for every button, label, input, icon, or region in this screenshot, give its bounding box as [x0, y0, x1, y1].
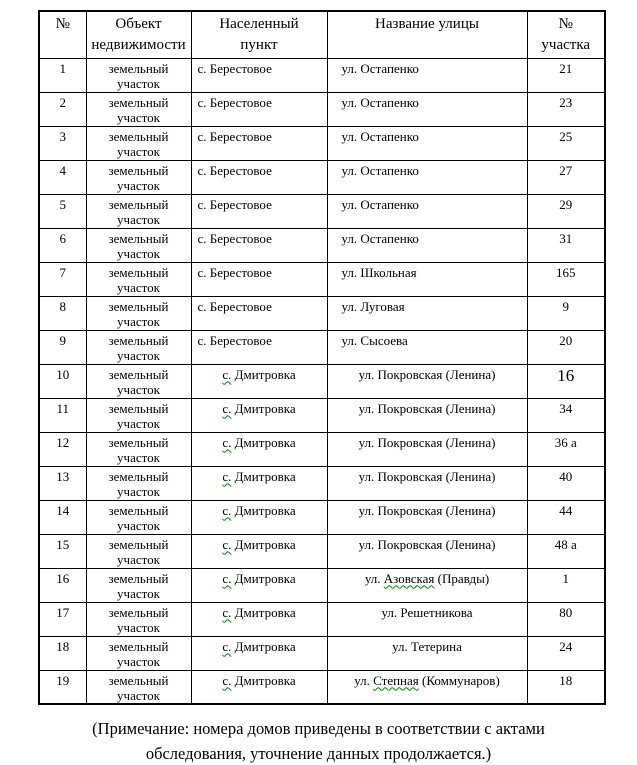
cell-text: Дмитровка: [231, 536, 296, 552]
cell-plot-number: 9: [527, 296, 605, 330]
cell-object: земельный участок: [86, 160, 191, 194]
cell-plot-number: 36 а: [527, 432, 605, 466]
cell-text: с. Берестовое: [197, 196, 272, 212]
cell-row-number: 10: [39, 364, 86, 398]
cell-text: с. Берестовое: [197, 128, 272, 144]
table-row: [39, 296, 605, 330]
table-row: [39, 126, 605, 160]
cell-text: ул. Решетникова: [381, 604, 473, 620]
cell-row-number: 9: [39, 330, 86, 364]
cell-text: Дмитровка: [231, 434, 296, 450]
cell-text: ул. Остапенко: [341, 230, 419, 246]
cell-text: Дмитровка: [231, 468, 296, 484]
table-row: [39, 432, 605, 466]
column-header-settlement: [191, 11, 327, 58]
cell-street: [327, 364, 527, 398]
cell-street: [327, 296, 527, 330]
cell-settlement: [191, 330, 327, 364]
cell-street: [327, 262, 527, 296]
cell-settlement: [191, 126, 327, 160]
cell-street: [327, 58, 527, 92]
cell-object: земельный участок: [86, 126, 191, 160]
cell-plot-number: 40: [527, 466, 605, 500]
cell-object: земельный участок: [86, 466, 191, 500]
spellcheck-underlined-text: с.: [222, 468, 232, 484]
cell-object: земельный участок: [86, 670, 191, 704]
column-header-line: участка: [541, 37, 591, 53]
cell-object: земельный участок: [86, 398, 191, 432]
cell-text: с. Берестовое: [197, 94, 272, 110]
cell-text: с. Берестовое: [197, 162, 272, 178]
cell-text: ул. Покровская (Ленина): [358, 434, 496, 450]
cell-settlement: [191, 296, 327, 330]
cell-text: Дмитровка: [231, 570, 296, 586]
spellcheck-underlined-text: с.: [222, 570, 232, 586]
column-header-line: №: [55, 16, 70, 32]
cell-object: земельный участок: [86, 92, 191, 126]
column-header-line: Населенный: [219, 16, 299, 32]
table-row: [39, 58, 605, 92]
cell-settlement: [191, 398, 327, 432]
cell-text: ул. Сысоева: [341, 332, 408, 348]
cell-row-number: 8: [39, 296, 86, 330]
cell-settlement: [191, 670, 327, 704]
header-row: [39, 11, 605, 58]
cell-text: ул. Остапенко: [341, 162, 419, 178]
table-row: [39, 330, 605, 364]
column-header-object: [86, 11, 191, 58]
cell-row-number: 13: [39, 466, 86, 500]
cell-plot-number: 16: [527, 364, 605, 398]
table-header: [39, 11, 605, 58]
cell-text: с. Берестовое: [197, 264, 272, 280]
cell-text: ул. Остапенко: [341, 128, 419, 144]
cell-row-number: 2: [39, 92, 86, 126]
cell-text: ул. Тетерина: [392, 638, 462, 654]
table-row: [39, 228, 605, 262]
cell-object: земельный участок: [86, 58, 191, 92]
cell-plot-number: 80: [527, 602, 605, 636]
table-row: [39, 262, 605, 296]
cell-row-number: 11: [39, 398, 86, 432]
cell-text: с. Берестовое: [197, 298, 272, 314]
cell-settlement: [191, 160, 327, 194]
spellcheck-underlined-text: с.: [222, 604, 232, 620]
spellcheck-underlined-text: с.: [222, 502, 232, 518]
cell-text: ул. Остапенко: [341, 196, 419, 212]
spellcheck-underlined-text: Азовская: [383, 570, 435, 586]
cell-object: земельный участок: [86, 534, 191, 568]
cell-settlement: [191, 262, 327, 296]
table-row: [39, 160, 605, 194]
table-row: [39, 364, 605, 398]
cell-object: земельный участок: [86, 636, 191, 670]
cell-row-number: 12: [39, 432, 86, 466]
spellcheck-underlined-text: с.: [222, 400, 232, 416]
cell-row-number: 18: [39, 636, 86, 670]
cell-plot-number: 165: [527, 262, 605, 296]
spellcheck-underlined-text: Степная: [373, 672, 419, 688]
cell-plot-number: 25: [527, 126, 605, 160]
cell-settlement: [191, 466, 327, 500]
cell-text: ул. Остапенко: [341, 94, 419, 110]
cell-settlement: [191, 568, 327, 602]
cell-street: [327, 500, 527, 534]
spellcheck-underlined-text: с.: [222, 638, 232, 654]
cell-settlement: [191, 534, 327, 568]
column-header-line: Объект: [115, 16, 162, 32]
cell-object: земельный участок: [86, 432, 191, 466]
column-header-plot-number: [527, 11, 605, 58]
cell-row-number: 17: [39, 602, 86, 636]
cell-plot-number: 20: [527, 330, 605, 364]
cell-plot-number: 24: [527, 636, 605, 670]
cell-street: [327, 330, 527, 364]
cell-row-number: 15: [39, 534, 86, 568]
cell-object: земельный участок: [86, 364, 191, 398]
cell-street: [327, 432, 527, 466]
cell-plot-number: 21: [527, 58, 605, 92]
cell-text: ул.: [354, 672, 374, 688]
cell-row-number: 5: [39, 194, 86, 228]
cell-plot-number: 1: [527, 568, 605, 602]
cell-object: земельный участок: [86, 296, 191, 330]
table-row: [39, 194, 605, 228]
cell-row-number: 19: [39, 670, 86, 704]
cell-object: земельный участок: [86, 228, 191, 262]
column-header-line: Название улицы: [375, 16, 479, 32]
cell-row-number: 16: [39, 568, 86, 602]
spellcheck-underlined-text: с.: [222, 434, 232, 450]
cell-row-number: 1: [39, 58, 86, 92]
table-row: [39, 500, 605, 534]
cell-text: Дмитровка: [231, 400, 296, 416]
cell-text: Дмитровка: [231, 366, 296, 382]
cell-street: [327, 228, 527, 262]
cell-settlement: [191, 58, 327, 92]
cell-settlement: [191, 500, 327, 534]
cell-plot-number: 48 а: [527, 534, 605, 568]
cell-text: ул. Покровская (Ленина): [358, 468, 496, 484]
cell-settlement: [191, 228, 327, 262]
cell-street: [327, 92, 527, 126]
spellcheck-underlined-text: с.: [222, 366, 232, 382]
cell-street: [327, 602, 527, 636]
cell-street: [327, 534, 527, 568]
land-plots-table: [38, 10, 606, 705]
table-row: [39, 602, 605, 636]
table-row: [39, 636, 605, 670]
spellcheck-underlined-text: с.: [222, 672, 232, 688]
cell-plot-number: 44: [527, 500, 605, 534]
cell-settlement: [191, 194, 327, 228]
cell-row-number: 7: [39, 262, 86, 296]
table-row: [39, 568, 605, 602]
cell-text: Дмитровка: [231, 638, 296, 654]
cell-object: земельный участок: [86, 194, 191, 228]
spellcheck-underlined-text: с.: [222, 536, 232, 552]
cell-text: ул. Покровская (Ленина): [358, 366, 496, 382]
cell-object: земельный участок: [86, 262, 191, 296]
cell-text: ул. Покровская (Ленина): [358, 536, 496, 552]
cell-text: с. Берестовое: [197, 60, 272, 76]
cell-plot-number: 29: [527, 194, 605, 228]
cell-street: [327, 670, 527, 704]
column-header-line: №: [558, 16, 573, 32]
table-body: [39, 58, 605, 704]
cell-text: ул. Остапенко: [341, 60, 419, 76]
cell-text: ул.: [364, 570, 384, 586]
cell-settlement: [191, 602, 327, 636]
cell-street: [327, 568, 527, 602]
cell-plot-number: 31: [527, 228, 605, 262]
cell-street: [327, 466, 527, 500]
cell-settlement: [191, 432, 327, 466]
cell-text: ул. Покровская (Ленина): [358, 400, 496, 416]
cell-text: с. Берестовое: [197, 332, 272, 348]
cell-settlement: [191, 92, 327, 126]
cell-text: Дмитровка: [231, 604, 296, 620]
table-row: [39, 670, 605, 704]
cell-text: ул. Покровская (Ленина): [358, 502, 496, 518]
cell-row-number: 14: [39, 500, 86, 534]
cell-plot-number: 23: [527, 92, 605, 126]
cell-street: [327, 398, 527, 432]
cell-text: ул. Луговая: [341, 298, 405, 314]
table-row: [39, 534, 605, 568]
cell-row-number: 6: [39, 228, 86, 262]
table-row: [39, 398, 605, 432]
cell-text: Дмитровка: [231, 502, 296, 518]
table-row: [39, 466, 605, 500]
cell-object: земельный участок: [86, 330, 191, 364]
cell-plot-number: 27: [527, 160, 605, 194]
cell-text: Дмитровка: [231, 672, 296, 688]
cell-text: (Правды): [434, 570, 490, 586]
table-row: [39, 92, 605, 126]
column-header-street: [327, 11, 527, 58]
cell-plot-number: 34: [527, 398, 605, 432]
cell-street: [327, 160, 527, 194]
cell-row-number: 3: [39, 126, 86, 160]
cell-settlement: [191, 364, 327, 398]
column-header-line: недвижимости: [91, 37, 186, 53]
cell-row-number: 4: [39, 160, 86, 194]
cell-text: ул. Школьная: [341, 264, 417, 280]
column-header-line: пункт: [240, 37, 278, 53]
cell-text: с. Берестовое: [197, 230, 272, 246]
cell-object: земельный участок: [86, 568, 191, 602]
cell-text: (Коммунаров): [418, 672, 500, 688]
cell-plot-number: 18: [527, 670, 605, 704]
cell-street: [327, 126, 527, 160]
cell-street: [327, 636, 527, 670]
cell-settlement: [191, 636, 327, 670]
cell-street: [327, 194, 527, 228]
column-header-row-number: [39, 11, 86, 58]
note-text: (Примечание: номера домов приведены в соответствии с актами обследования, уточнение данных продолжается.): [92, 719, 545, 763]
cell-object: земельный участок: [86, 602, 191, 636]
cell-object: земельный участок: [86, 500, 191, 534]
